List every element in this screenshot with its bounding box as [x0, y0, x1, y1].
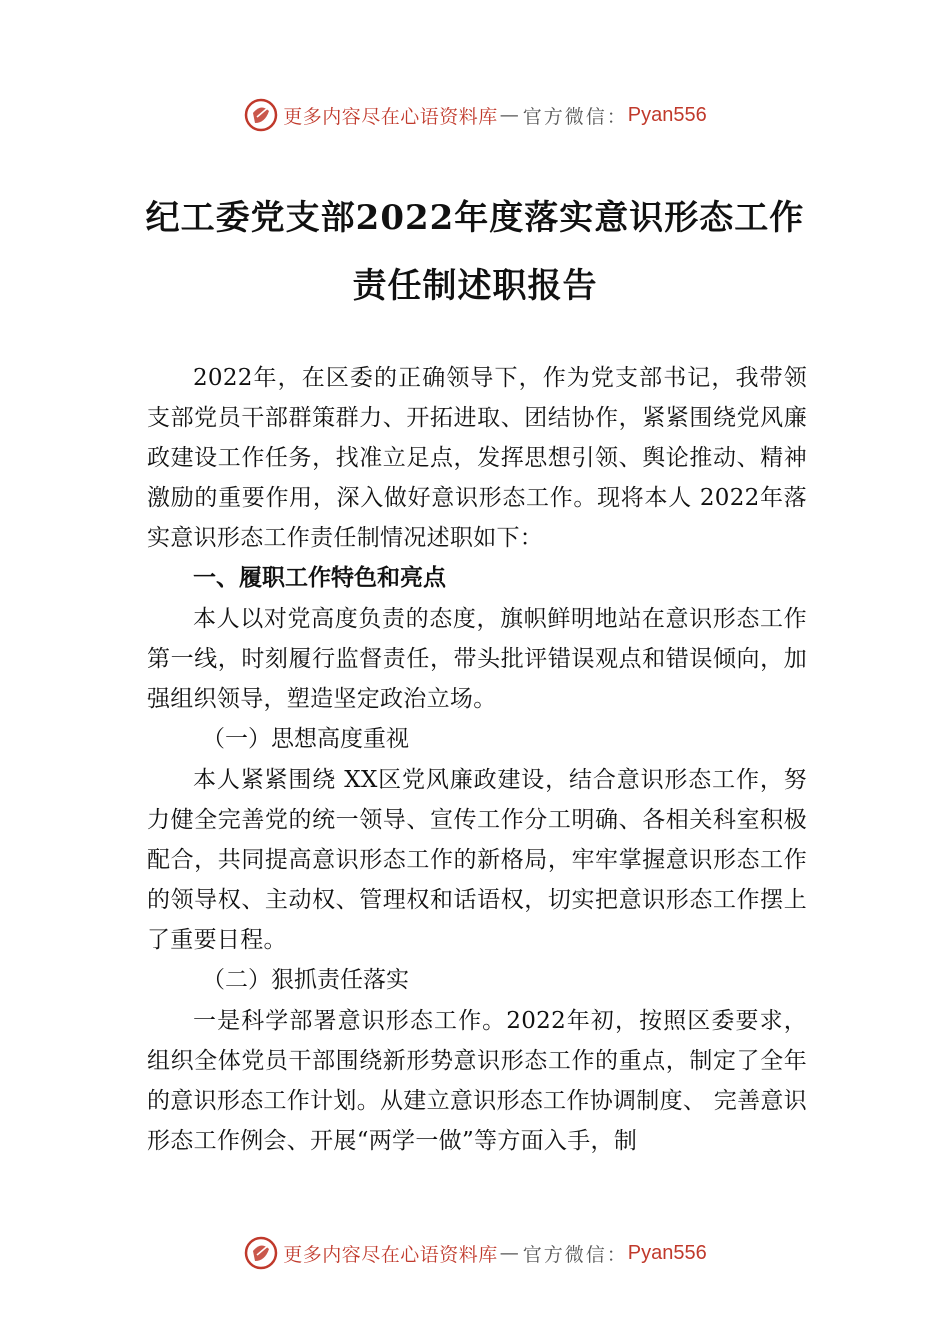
watermark-wechat-id: Pyan556: [627, 103, 707, 126]
watermark-banner-bottom: [0, 1233, 950, 1273]
document-body: [147, 358, 807, 1161]
subsection1-heading: （一）思想高度重视: [202, 726, 409, 752]
watermark-dash: —: [499, 104, 521, 126]
watermark-label: 官方微信：: [522, 1243, 628, 1266]
watermark-text: 更多内容尽在心语资料库: [283, 1243, 498, 1266]
document-title-line2: 责任制述职报告: [352, 266, 598, 306]
watermark-label: 官方微信：: [522, 105, 628, 128]
watermark-text: 更多内容尽在心语资料库: [283, 105, 498, 128]
tea-cup-logo-icon: [243, 1235, 279, 1271]
section1-heading: 一、履职工作特色和亮点: [193, 565, 446, 591]
section1-paragraph: 本人以对党高度负责的态度，旗帜鲜明地站在意识形态工作第一线，时刻履行监督责任，带头批评错误观点和错误倾向，加强组织领导，塑造坚定政治立场。: [147, 606, 807, 712]
watermark-banner-top: [0, 95, 950, 135]
tea-cup-logo-icon: [243, 97, 279, 133]
watermark-wechat-id: Pyan556: [627, 1241, 707, 1264]
subsection2-paragraph: 一是科学部署意识形态工作。2022年初，按照区委要求，组织全体党员干部围绕新形势意识形态工作的重点，制定了全年的意识形态工作计划。从建立意识形态工作协调制度、 完善意识形态工作例会、开展“两学一做”等方面入手，制: [147, 1008, 808, 1154]
watermark-dash: —: [499, 1242, 521, 1264]
document-title-line1: 纪工委党支部2022年度落实意识形态工作: [145, 198, 805, 238]
intro-paragraph: 2022年，在区委的正确领导下，作为党支部书记，我带领支部党员干部群策群力、开拓进取、团结协作，紧紧围绕党风廉政建设工作任务，找准立足点，发挥思想引领、舆论推动、精神激励的重要作用，深入做好意识形态工作。现将本人 2022年落实意识形态工作责任制情况述职如下：: [147, 365, 807, 551]
subsection2-heading: （二）狠抓责任落实: [202, 967, 409, 993]
subsection1-paragraph: 本人紧紧围绕 XX区党风廉政建设，结合意识形态工作，努力健全完善党的统一领导、宣传工作分工明确、各相关科室积极配合，共同提高意识形态工作的新格局，牢牢掌握意识形态工作的领导权、主动权、管理权和话语权，切实把意识形态工作摆上了重要日程。: [147, 767, 807, 953]
